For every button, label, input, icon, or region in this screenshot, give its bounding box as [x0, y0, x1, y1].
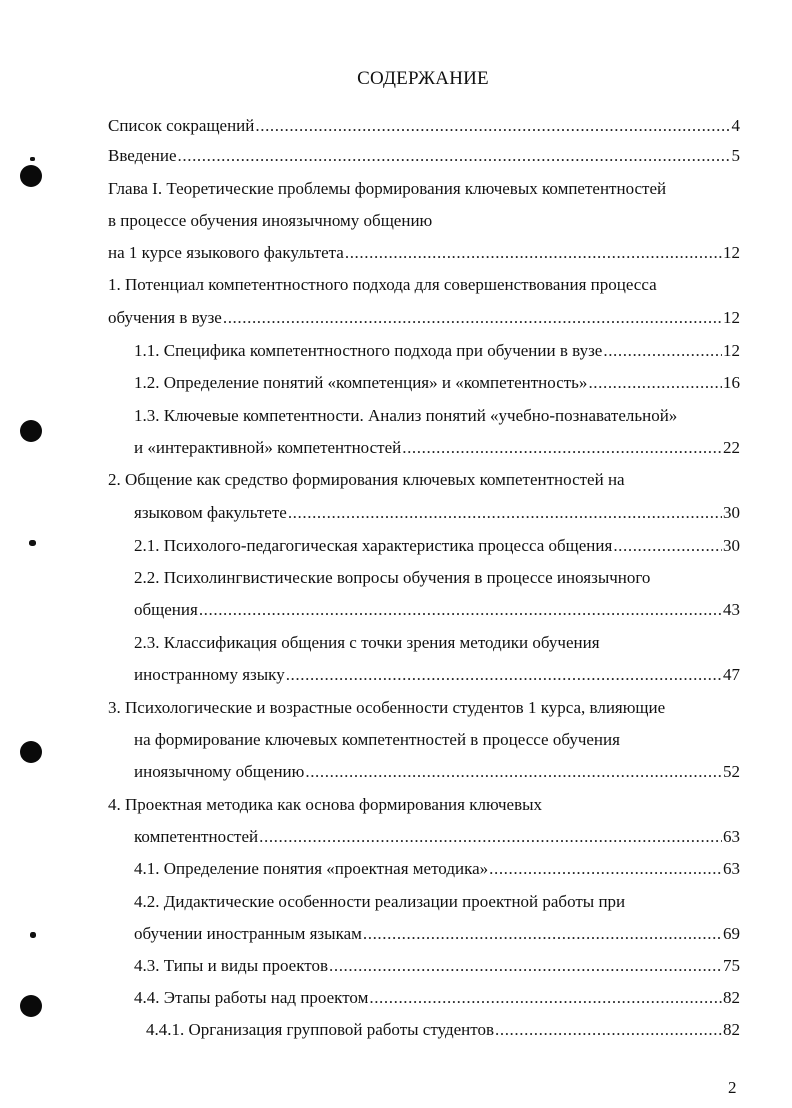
toc-leader [613, 534, 722, 558]
toc-entry-text: Глава I. Теоретические проблемы формирования ключевых компетентностей [108, 179, 667, 198]
toc-entry-text: и «интерактивной» компетентностей [134, 438, 402, 457]
toc-leader [305, 760, 722, 784]
scan-speck [30, 932, 36, 938]
toc-entry [134, 501, 740, 525]
toc-leader [489, 857, 722, 881]
toc-leader [288, 501, 722, 525]
toc-entry [108, 468, 625, 492]
toc-entry-page: 52 [723, 762, 740, 781]
toc-entry-page: 30 [723, 503, 740, 522]
toc-leader [286, 663, 722, 687]
toc-entry-page: 22 [723, 438, 740, 457]
toc-entry-page: 47 [723, 665, 740, 684]
toc-entry-page: 12 [723, 243, 740, 262]
toc-entry [146, 1018, 740, 1042]
toc-entry-text: на формирование ключевых компетентностей в процессе обучения [134, 730, 620, 749]
toc-leader [363, 922, 722, 946]
binder-hole [20, 995, 42, 1017]
toc-entry-page: 63 [723, 827, 740, 846]
toc-leader [178, 144, 731, 168]
toc-entry-text: языковом факультете [134, 503, 287, 522]
toc-entry [108, 241, 740, 265]
toc-entry-page: 75 [723, 956, 740, 975]
page-number: 2 [728, 1078, 737, 1097]
toc-entry-text: иностранному языку [134, 665, 285, 684]
toc-entry-text: 2.2. Психолингвистические вопросы обучения в процессе иноязычного [134, 568, 651, 587]
toc-entry [108, 114, 740, 138]
toc-entry [108, 273, 657, 297]
toc-leader [588, 371, 722, 395]
toc-leader [255, 114, 730, 138]
toc-entry [134, 728, 620, 752]
toc-entry-page: 69 [723, 924, 740, 943]
toc-entry [108, 144, 740, 168]
toc-entry-text: Введение [108, 146, 177, 165]
toc-leader [345, 241, 722, 265]
toc-entry [134, 371, 740, 395]
toc-entry [108, 209, 432, 233]
toc-entry [108, 696, 665, 720]
toc-entry-text: 2. Общение как средство формирования ключевых компетентностей на [108, 470, 625, 489]
toc-entry-text: 4.4. Этапы работы над проектом [134, 988, 369, 1007]
toc-entry-page: 4 [731, 116, 740, 135]
binder-hole [20, 741, 42, 763]
toc-entry [134, 986, 740, 1010]
toc-entry-text: Список сокращений [108, 116, 255, 135]
toc-entry-text: 1.2. Определение понятий «компетенция» и «компетентность» [134, 373, 588, 392]
toc-entry-page: 12 [723, 308, 740, 327]
toc-entry [134, 534, 740, 558]
toc-entry [134, 566, 650, 590]
toc-entry [108, 793, 542, 817]
toc-entry-text: компетентностей [134, 827, 259, 846]
toc-leader [603, 339, 722, 363]
toc-entry [134, 857, 740, 881]
toc-entry [134, 598, 740, 622]
toc-leader [223, 306, 722, 330]
toc-entry [134, 954, 740, 978]
toc-entry [134, 922, 740, 946]
binder-hole [20, 165, 42, 187]
toc-leader [369, 986, 722, 1010]
toc-entry [134, 339, 740, 363]
toc-entry-page: 30 [723, 536, 740, 555]
toc-leader [329, 954, 722, 978]
toc-entry-text: в процессе обучения иноязычному общению [108, 211, 433, 230]
toc-entry-page: 5 [731, 146, 740, 165]
toc-entry-text: на 1 курсе языкового факультета [108, 243, 344, 262]
toc-entry [108, 177, 666, 201]
toc-entry-text: 4.1. Определение понятия «проектная методика» [134, 859, 489, 878]
toc-entry [134, 760, 740, 784]
toc-entry-page: 63 [723, 859, 740, 878]
toc-entry-text: общения [134, 600, 198, 619]
toc-entry [134, 825, 740, 849]
toc-leader [495, 1018, 722, 1042]
toc-entry-text: обучения в вузе [108, 308, 222, 327]
toc-entry-text: 4.2. Дидактические особенности реализации проектной работы при [134, 892, 626, 911]
toc-entry-text: 1.3. Ключевые компетентности. Анализ понятий «учебно-познавательной» [134, 406, 678, 425]
toc-entry-text: 2.1. Психолого-педагогическая характеристика процесса общения [134, 536, 613, 555]
toc-leader [402, 436, 722, 460]
toc-entry-text: 4.3. Типы и виды проектов [134, 956, 328, 975]
page-title: СОДЕРЖАНИЕ [357, 68, 489, 89]
toc-entry [134, 890, 625, 914]
toc-entry-page: 82 [723, 988, 740, 1007]
toc-entry-page: 82 [723, 1020, 740, 1039]
toc-entry-page: 43 [723, 600, 740, 619]
toc-entry [134, 404, 677, 428]
binder-hole [20, 420, 42, 442]
toc-entry-page: 16 [723, 373, 740, 392]
toc-entry-text: иноязычному общению [134, 762, 305, 781]
toc-entry-text: 2.3. Классификация общения с точки зрения методики обучения [134, 633, 600, 652]
toc-entry-text: 4.4.1. Организация групповой работы студентов [146, 1020, 494, 1039]
scan-speck [29, 540, 36, 546]
toc-entry [134, 663, 740, 687]
toc-entry [134, 436, 740, 460]
toc-entry [108, 306, 740, 330]
toc-leader [259, 825, 722, 849]
toc-entry [134, 631, 600, 655]
toc-entry-text: 1. Потенциал компетентностного подхода для совершенствования процесса [108, 275, 657, 294]
toc-entry-page: 12 [723, 341, 740, 360]
scan-speck [30, 157, 35, 161]
toc-entry-text: 1.1. Специфика компетентностного подхода при обучении в вузе [134, 341, 603, 360]
toc-entry-text: 4. Проектная методика как основа формирования ключевых [108, 795, 543, 814]
toc-entry-text: обучении иностранным языкам [134, 924, 362, 943]
toc-entry-text: 3. Психологические и возрастные особенности студентов 1 курса, влияющие [108, 698, 666, 717]
toc-leader [199, 598, 722, 622]
